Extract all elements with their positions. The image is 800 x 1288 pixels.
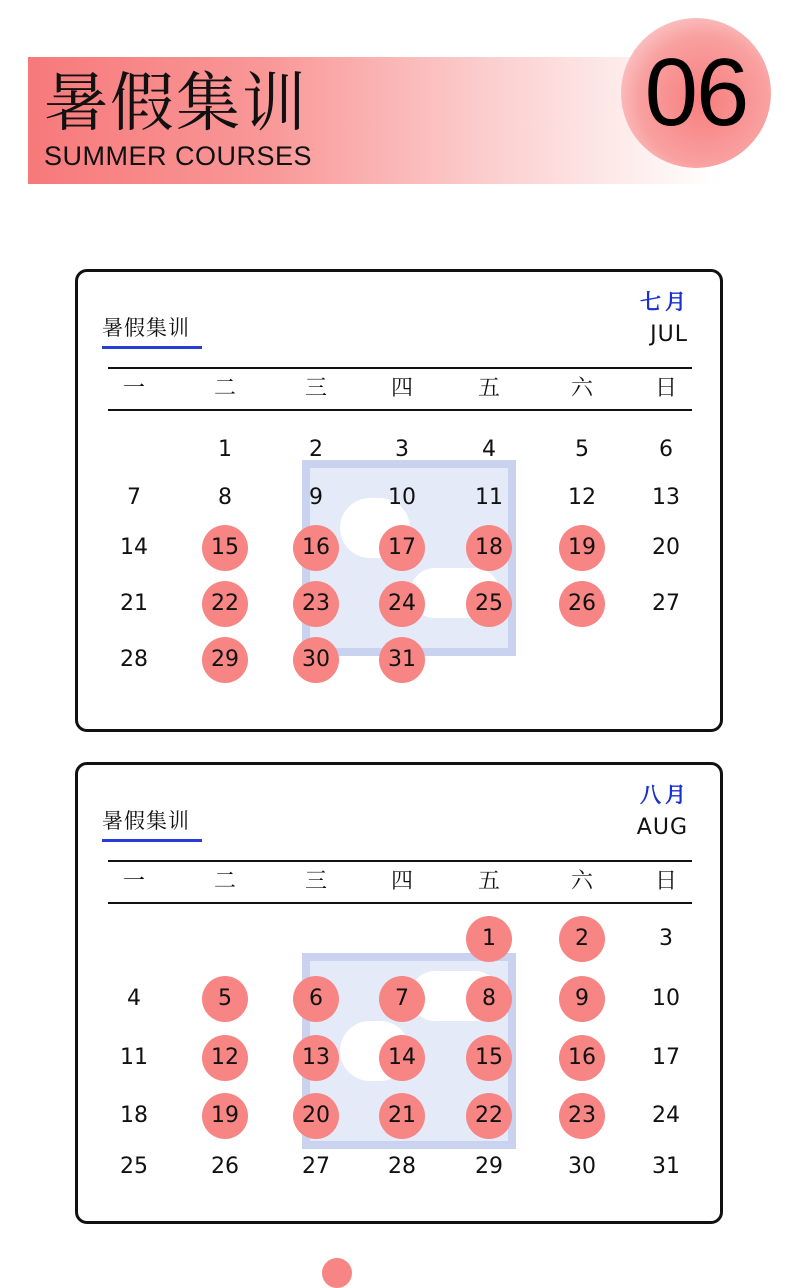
month-name-en: JUL [650,322,688,347]
calendar-day: 21 [120,591,148,616]
calendar-day: 3 [659,926,673,951]
calendar-day: 4 [127,986,141,1011]
calendar-day: 11 [475,485,503,510]
calendar-day: 7 [127,485,141,510]
calendar-day: 1 [466,916,512,962]
calendar-day: 10 [388,485,416,510]
weekday-header [108,367,692,411]
calendar-day: 5 [202,976,248,1022]
weekday-label: 六 [570,376,593,401]
calendar-day: 13 [652,485,680,510]
calendar-day: 31 [652,1154,680,1179]
calendar-day: 18 [466,525,512,571]
weekday-label: 五 [477,869,500,894]
calendar-day: 11 [120,1045,148,1070]
calendar-day: 26 [211,1154,239,1179]
calendar-day: 5 [575,437,589,462]
calendar-day: 27 [302,1154,330,1179]
weekday-label: 六 [570,869,593,894]
card-label: 暑假集训 [102,312,202,349]
calendar-day: 23 [293,581,339,627]
calendar-day: 17 [652,1045,680,1070]
weekday-header [108,860,692,904]
calendar-card-august [75,762,723,1224]
calendar-day: 29 [202,637,248,683]
calendar-day: 10 [652,986,680,1011]
calendar-day: 8 [218,485,232,510]
calendar-day: 30 [293,637,339,683]
weekday-label: 二 [213,376,236,401]
weekday-label: 三 [304,869,327,894]
calendar-day: 12 [568,485,596,510]
calendar-day: 25 [120,1154,148,1179]
calendar-day: 4 [482,437,496,462]
weekday-label: 三 [304,376,327,401]
calendar-day: 25 [466,581,512,627]
weekday-label: 四 [390,376,413,401]
calendar-day: 9 [309,485,323,510]
calendar-day: 24 [379,581,425,627]
calendar-day: 6 [293,976,339,1022]
calendar-day: 7 [379,976,425,1022]
calendar-day: 16 [559,1035,605,1081]
calendar-day: 15 [202,525,248,571]
calendar-day: 27 [652,591,680,616]
calendar-day: 2 [559,916,605,962]
calendar-day: 16 [293,525,339,571]
page-title: 暑假集训 [44,67,308,141]
calendar-day: 29 [475,1154,503,1179]
calendar-day: 23 [559,1093,605,1139]
section-number: 06 [644,39,748,146]
calendar-day: 22 [466,1093,512,1139]
calendar-day: 20 [293,1093,339,1139]
weekday-label: 一 [122,376,145,401]
calendar-day: 14 [120,535,148,560]
page-subtitle: SUMMER COURSES [44,141,313,171]
calendar-day: 9 [559,976,605,1022]
calendar-day: 3 [395,437,409,462]
calendar-day: 24 [652,1103,680,1128]
calendar-day: 26 [559,581,605,627]
calendar-day: 18 [120,1103,148,1128]
calendar-card-july [75,269,723,732]
calendar-day: 30 [568,1154,596,1179]
calendar-day: 20 [652,535,680,560]
calendar-day: 17 [379,525,425,571]
weekday-label: 日 [654,376,677,401]
weekday-label: 五 [477,376,500,401]
calendar-day: 19 [559,525,605,571]
calendar-day: 6 [659,437,673,462]
month-name-en: AUG [636,815,688,840]
month-name-cn: 八月 [640,783,690,807]
month-name-cn: 七月 [640,290,690,314]
weekday-label: 一 [122,869,145,894]
calendar-day: 2 [309,437,323,462]
weekday-label: 四 [390,869,413,894]
calendar-day: 31 [379,637,425,683]
calendar-day: 21 [379,1093,425,1139]
calendar-day: 15 [466,1035,512,1081]
calendar-day: 14 [379,1035,425,1081]
calendar-day: 13 [293,1035,339,1081]
weekday-label: 二 [213,869,236,894]
calendar-day: 22 [202,581,248,627]
calendar-day: 19 [202,1093,248,1139]
calendar-day: 28 [388,1154,416,1179]
calendar-day: 1 [218,437,232,462]
weekday-label: 日 [654,869,677,894]
decorative-circle [322,1258,352,1288]
calendar-day: 12 [202,1035,248,1081]
calendar-day: 28 [120,647,148,672]
card-label: 暑假集训 [102,805,202,842]
calendar-day: 8 [466,976,512,1022]
